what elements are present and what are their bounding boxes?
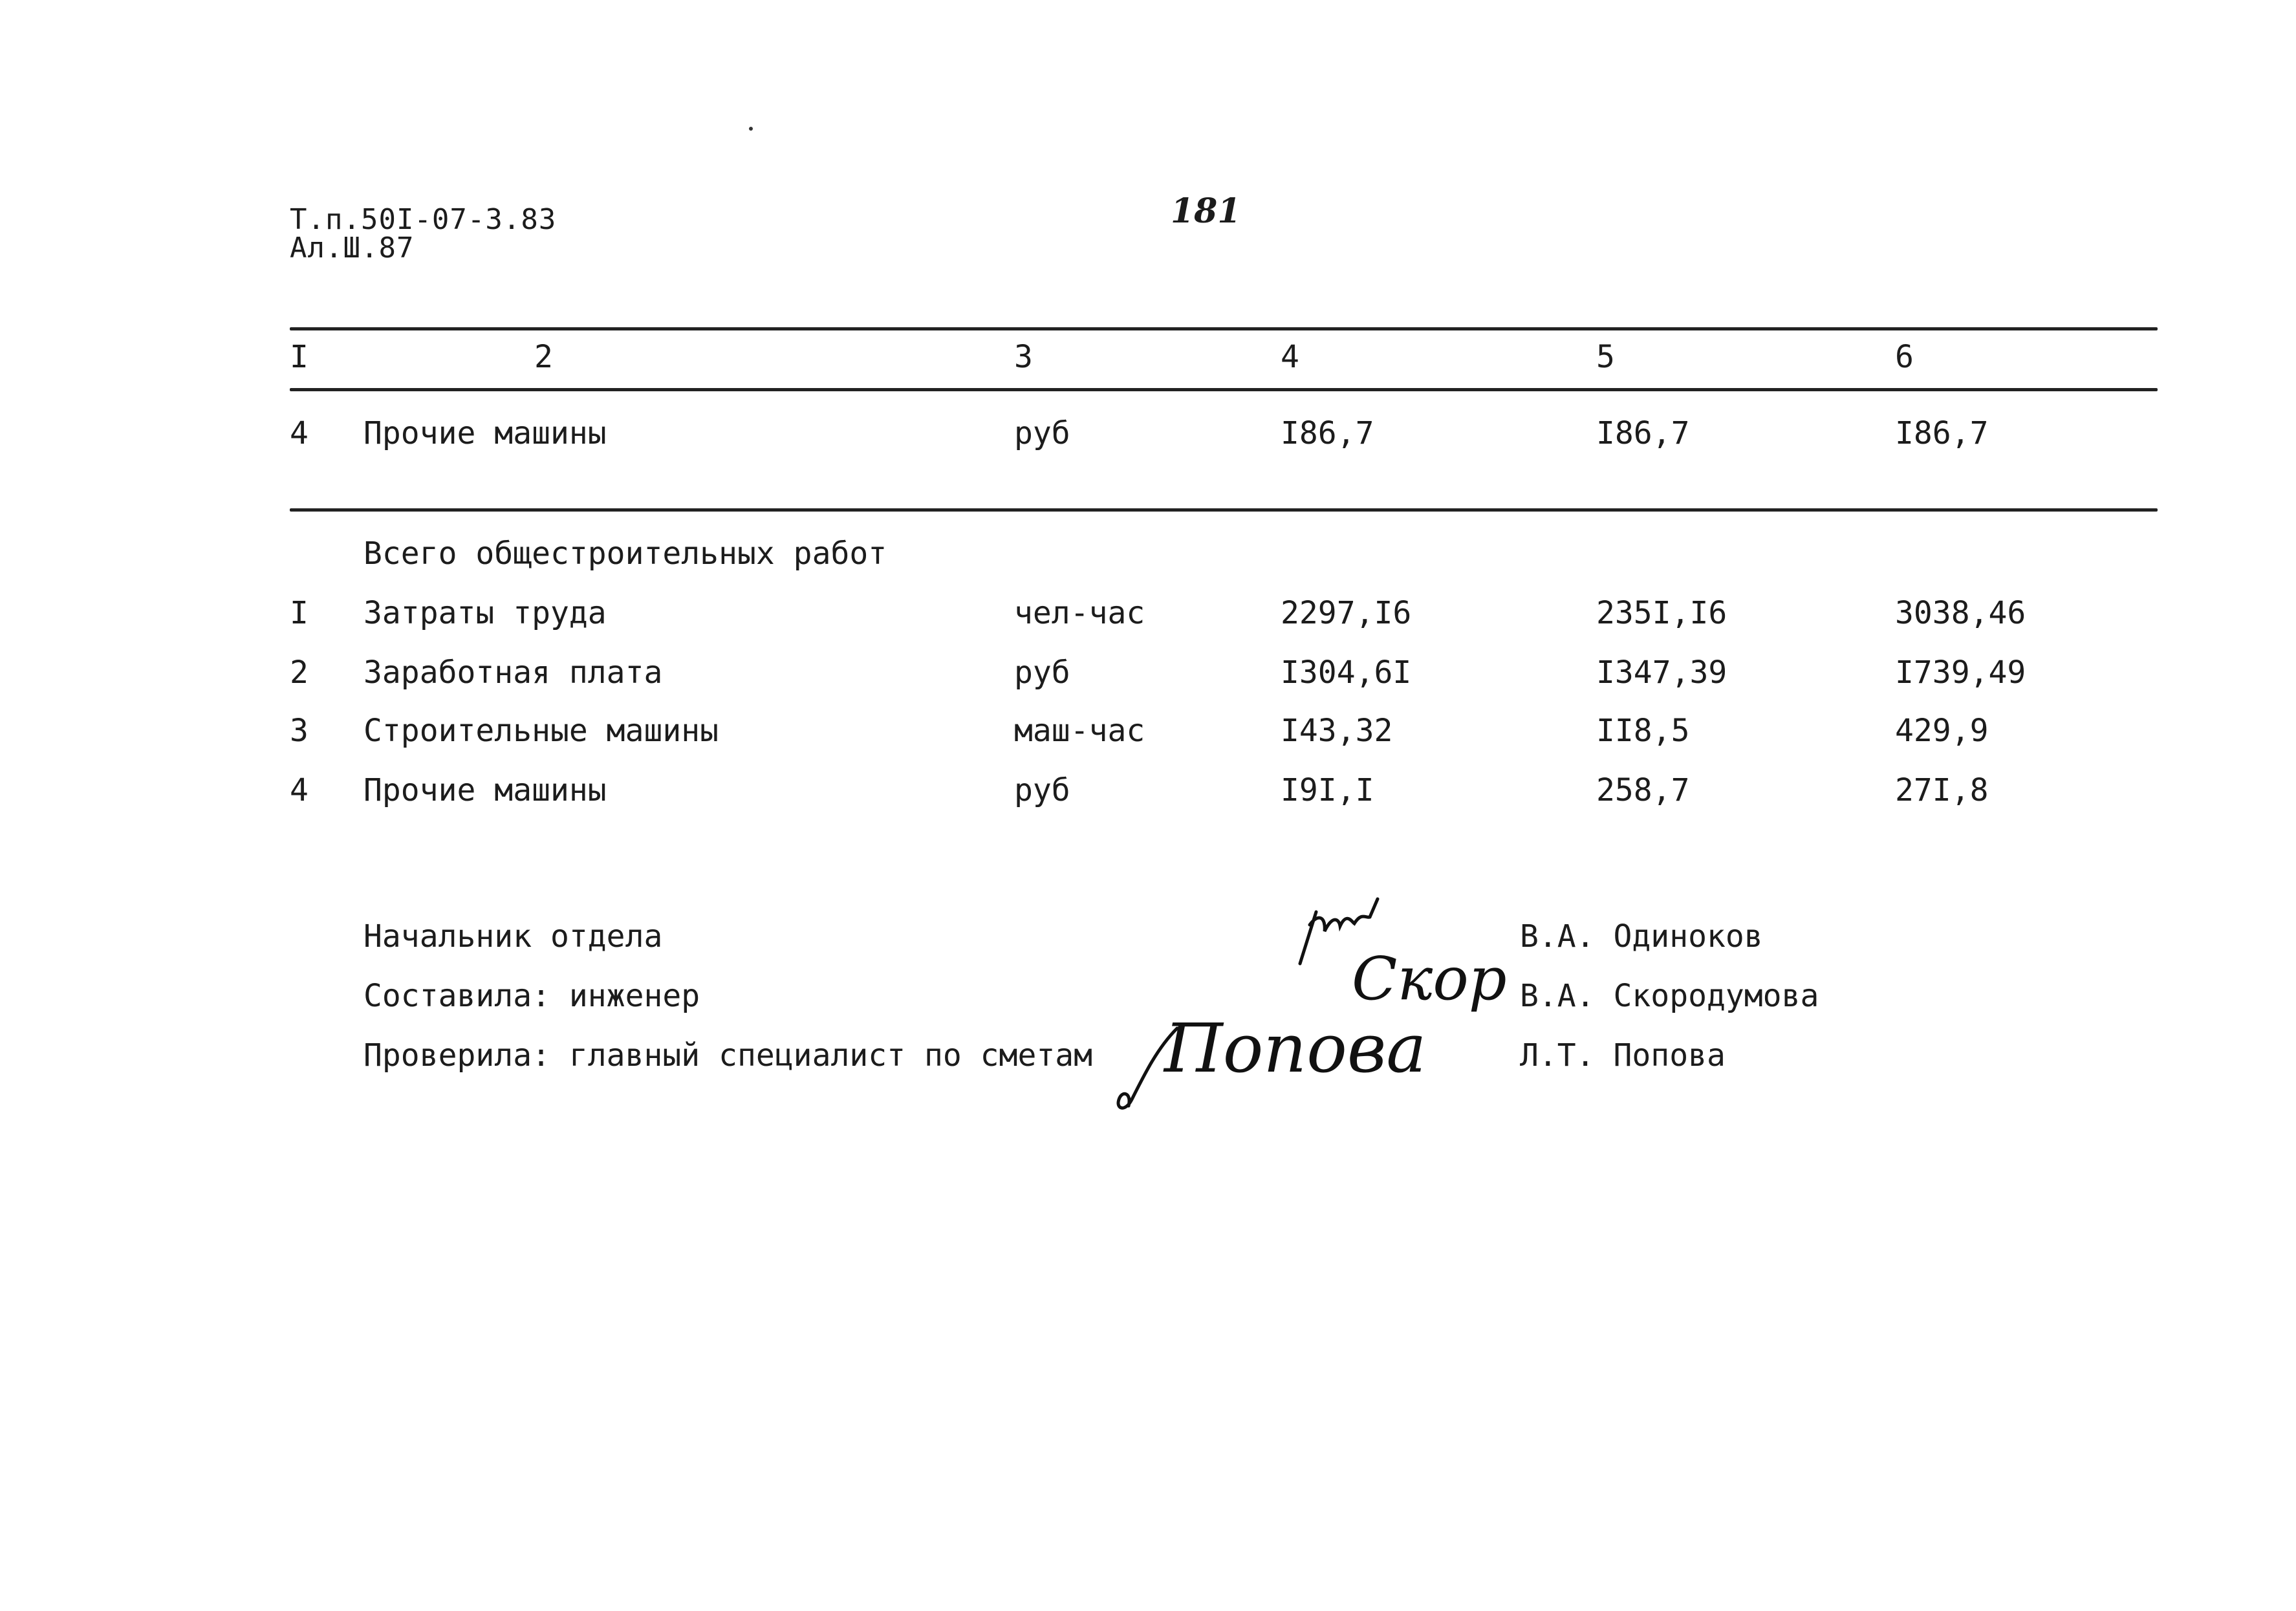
section-title: Всего общестроительных работ — [363, 535, 887, 572]
document-code: Т.п.50I-07-3.83 — [290, 203, 557, 236]
row-value-6: I86,7 — [1895, 415, 1989, 451]
row-name: Строительные машины — [363, 713, 719, 749]
row-name: Заработная плата — [363, 654, 663, 691]
table-row — [0, 771, 2296, 810]
signature-row — [0, 917, 2296, 956]
row-value-6: 429,9 — [1895, 713, 1989, 749]
table-row — [0, 594, 2296, 633]
row-name: Прочие машины — [363, 772, 607, 808]
signature-row — [0, 977, 2296, 1015]
column-number-2: 2 — [534, 339, 553, 375]
row-unit: руб — [1014, 772, 1070, 808]
row-unit: руб — [1014, 415, 1070, 451]
row-value-4: I86,7 — [1281, 415, 1374, 451]
row-number: 3 — [290, 713, 309, 749]
signature-role: Проверила: главный специалист по сметам — [363, 1037, 1093, 1074]
row-value-4: 2297,I6 — [1281, 595, 1412, 631]
row-unit: руб — [1014, 654, 1070, 691]
signature-role: Начальник отдела — [363, 918, 663, 955]
table-row — [0, 414, 2296, 453]
signature-role: Составила: инженер — [363, 978, 700, 1014]
document-code-block — [290, 203, 557, 265]
column-number-5: 5 — [1596, 339, 1615, 375]
row-name: Затраты труда — [363, 595, 607, 631]
table-row — [0, 711, 2296, 750]
scan-speck — [749, 127, 753, 131]
row-number: I — [290, 595, 309, 631]
signatory-name: В.А. Скородумова — [1520, 978, 1819, 1014]
row-value-4: I9I,I — [1281, 772, 1374, 808]
album-number: Ал.Ш.87 — [290, 232, 415, 265]
row-value-4: I43,32 — [1281, 713, 1393, 749]
column-number-1: I — [290, 339, 309, 375]
row-value-5: I347,39 — [1596, 654, 1727, 691]
row-value-5: I86,7 — [1596, 415, 1690, 451]
signatory-name: В.А. Одиноков — [1520, 918, 1763, 955]
page-number: 181 — [1171, 191, 1241, 231]
handwritten-signature-popova: Попова — [1164, 1009, 1427, 1088]
table-row — [0, 653, 2296, 692]
row-value-4: I304,6I — [1281, 654, 1412, 691]
section-divider-rule — [290, 508, 2158, 512]
row-number: 4 — [290, 772, 309, 808]
column-number-3: 3 — [1014, 339, 1033, 375]
row-number: 4 — [290, 415, 309, 451]
handwritten-signature-skorodumova: Скор — [1352, 944, 1507, 1013]
table-top-rule — [290, 327, 2158, 330]
column-number-6: 6 — [1895, 339, 1914, 375]
row-value-5: 258,7 — [1596, 772, 1690, 808]
row-value-5: 235I,I6 — [1596, 595, 1727, 631]
row-number: 2 — [290, 654, 309, 691]
signatory-name: Л.Т. Попова — [1520, 1037, 1726, 1074]
column-number-4: 4 — [1281, 339, 1299, 375]
row-value-6: 3038,46 — [1895, 595, 2026, 631]
row-value-6: I739,49 — [1895, 654, 2026, 691]
handwritten-signature-initial — [1112, 1022, 1190, 1119]
row-name: Прочие машины — [363, 415, 607, 451]
row-unit: чел-час — [1014, 595, 1145, 631]
row-value-6: 27I,8 — [1895, 772, 1989, 808]
row-unit: маш-час — [1014, 713, 1145, 749]
row-value-5: II8,5 — [1596, 713, 1690, 749]
section-title-row — [0, 534, 2296, 573]
header-bottom-rule — [290, 388, 2158, 391]
column-number-row — [0, 338, 2296, 376]
